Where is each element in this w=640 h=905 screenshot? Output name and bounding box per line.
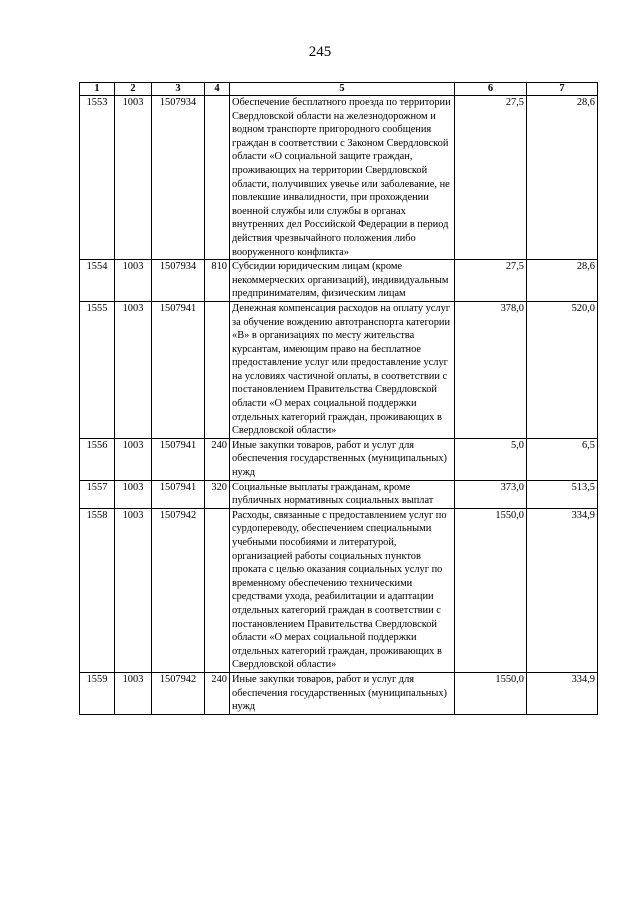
item-description: Субсидии юридическим лицам (кроме некоммерческих организаций), индивидуальным предпринимателям, физическим лицам [230, 260, 455, 302]
item-description: Иные закупки товаров, работ и услуг для обеспечения государственных (муниципальных) нужд [230, 438, 455, 480]
expense-type-code: 810 [205, 260, 230, 302]
section-code: 1003 [115, 672, 152, 714]
target-code: 1507942 [152, 508, 205, 672]
row-number: 1558 [80, 508, 115, 672]
amount-col-6: 378,0 [455, 301, 527, 438]
expense-type-code: 320 [205, 480, 230, 508]
table-row [80, 672, 598, 714]
item-description: Обеспечение бесплатного проезда по территории Свердловской области на железнодорожном и водном транспорте пригородного сообщения граждан в соответствии с Законом Свердловской области «О социальной защите граждан, проживающих на территории Свердловской области, получивших увечье или заболевание, не повлекшие инвалидности, при прохождении военной службы или службы в органах внутренних дел Российской Федерации в период действия чрезвычайного положения либо вооруженного конфликта» [230, 96, 455, 260]
amount-col-7: 513,5 [527, 480, 598, 508]
row-number: 1554 [80, 260, 115, 302]
table-header-row [80, 83, 598, 96]
section-code: 1003 [115, 260, 152, 302]
header-col-4: 4 [205, 83, 230, 96]
amount-col-7: 28,6 [527, 260, 598, 302]
header-col-1: 1 [80, 83, 115, 96]
target-code: 1507942 [152, 672, 205, 714]
item-description: Социальные выплаты гражданам, кроме публичных нормативных социальных выплат [230, 480, 455, 508]
amount-col-7: 28,6 [527, 96, 598, 260]
target-code: 1507941 [152, 301, 205, 438]
amount-col-7: 6,5 [527, 438, 598, 480]
expense-type-code [205, 508, 230, 672]
budget-table [79, 82, 598, 715]
amount-col-6: 1550,0 [455, 672, 527, 714]
table-row [80, 480, 598, 508]
table-row [80, 260, 598, 302]
amount-col-7: 334,9 [527, 672, 598, 714]
amount-col-6: 373,0 [455, 480, 527, 508]
row-number: 1556 [80, 438, 115, 480]
row-number: 1553 [80, 96, 115, 260]
page-number: 245 [308, 44, 332, 60]
amount-col-6: 5,0 [455, 438, 527, 480]
expense-type-code [205, 301, 230, 438]
target-code: 1507934 [152, 260, 205, 302]
row-number: 1555 [80, 301, 115, 438]
header-col-5: 5 [230, 83, 455, 96]
expense-type-code: 240 [205, 438, 230, 480]
target-code: 1507934 [152, 96, 205, 260]
section-code: 1003 [115, 301, 152, 438]
amount-col-6: 27,5 [455, 260, 527, 302]
amount-col-7: 334,9 [527, 508, 598, 672]
amount-col-7: 520,0 [527, 301, 598, 438]
header-col-3: 3 [152, 83, 205, 96]
row-number: 1559 [80, 672, 115, 714]
table-row [80, 438, 598, 480]
table-row [80, 96, 598, 260]
header-col-2: 2 [115, 83, 152, 96]
target-code: 1507941 [152, 438, 205, 480]
header-col-7: 7 [527, 83, 598, 96]
expense-type-code: 240 [205, 672, 230, 714]
section-code: 1003 [115, 508, 152, 672]
header-col-6: 6 [455, 83, 527, 96]
item-description: Иные закупки товаров, работ и услуг для обеспечения государственных (муниципальных) нужд [230, 672, 455, 714]
table-row [80, 508, 598, 672]
amount-col-6: 27,5 [455, 96, 527, 260]
section-code: 1003 [115, 96, 152, 260]
row-number: 1557 [80, 480, 115, 508]
section-code: 1003 [115, 480, 152, 508]
table-row [80, 301, 598, 438]
amount-col-6: 1550,0 [455, 508, 527, 672]
target-code: 1507941 [152, 480, 205, 508]
item-description: Денежная компенсация расходов на оплату услуг за обучение вождению автотранспорта категории «В» в организациях по месту жительства курсантам, имеющим право на бесплатное предоставление услуг или предоставление услуг на условиях частичной оплаты, в соответствии с постановлением Правительства Свердловской области «О мерах социальной поддержки отдельных категорий граждан, проживающих в Свердловской области» [230, 301, 455, 438]
item-description: Расходы, связанные с предоставлением услуг по сурдопереводу, обеспечением специальными учебными пособиями и литературой, организацией работы социальных пунктов проката с целью оказания социальных услуг по временному обеспечению техническими средствами ухода, реабилитации и адаптации отдельных категорий граждан в соответствии с постановлением Правительства Свердловской области «О мерах социальной поддержки отдельных категорий граждан, проживающих в Свердловской области» [230, 508, 455, 672]
expense-type-code [205, 96, 230, 260]
section-code: 1003 [115, 438, 152, 480]
